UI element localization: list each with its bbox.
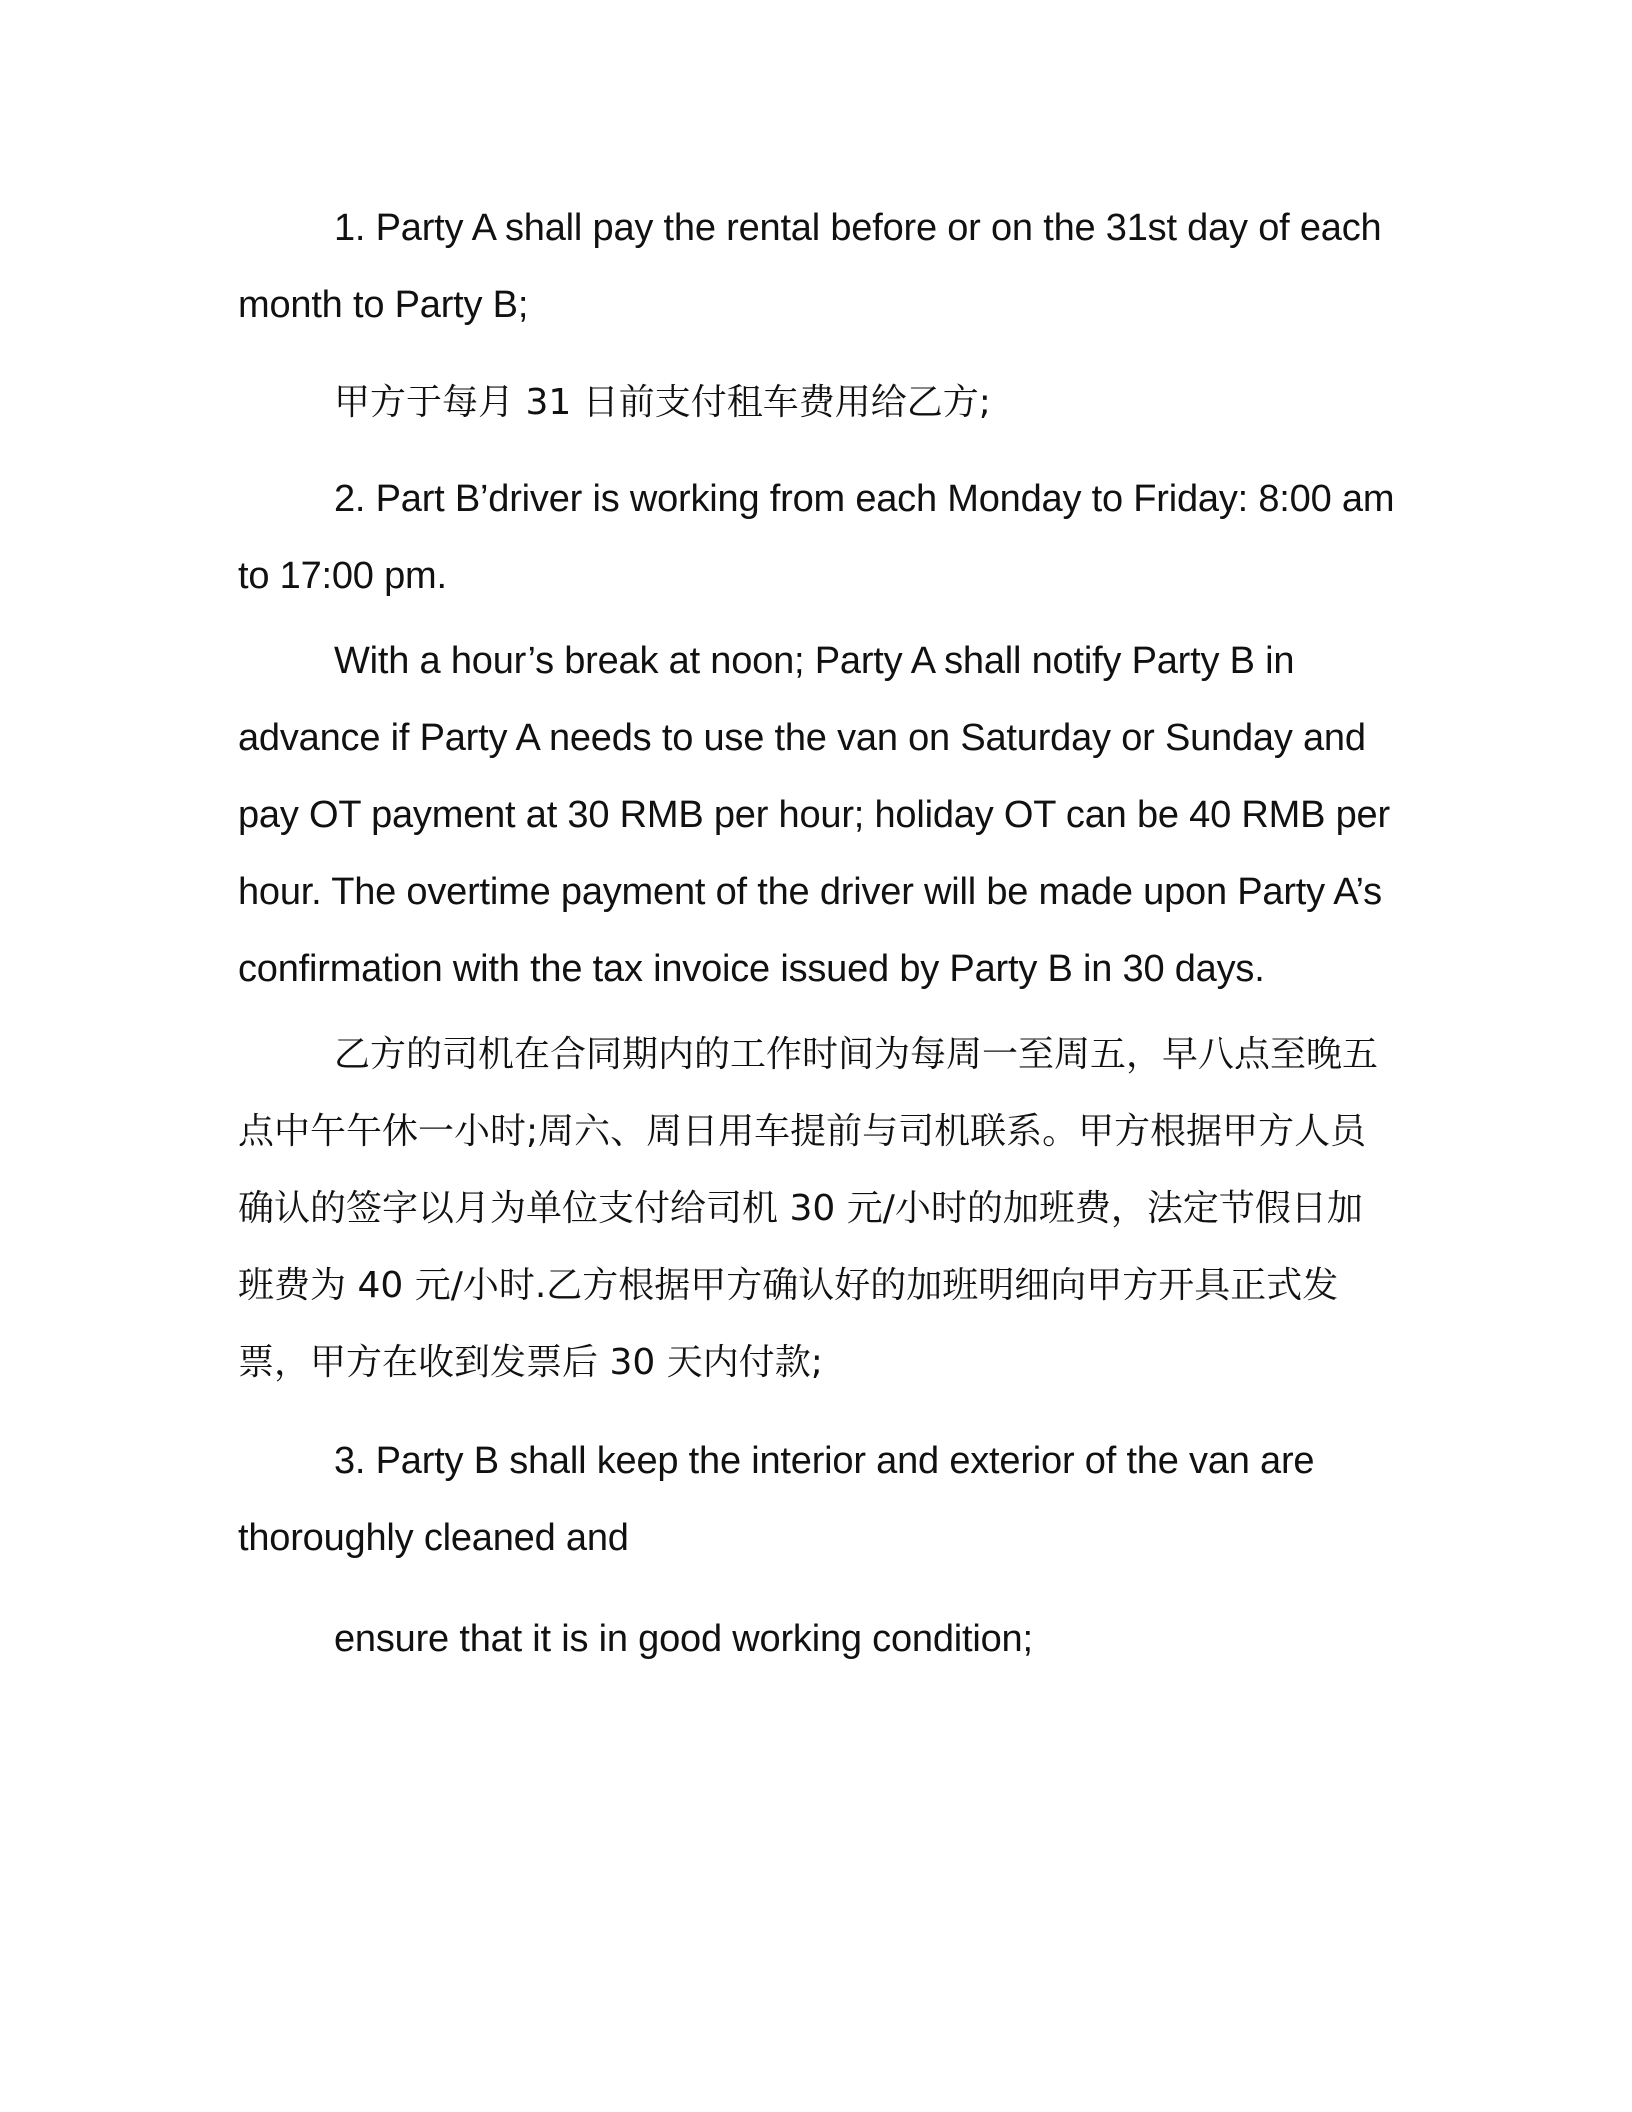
clause-2-chinese: 乙方的司机在合同期内的工作时间为每周一至周五，早八点至晚五点中午午休一小时;周六、周日用车提前与司机联系。甲方根据甲方人员确认的签字以月为单位支付给司机 30 元/小时的加班费，法定节假日加班费为 40 元/小时.乙方根据甲方确认好的加班明细向甲方开具正式发票，甲方在收到发票后 30 天内付款; (238, 1034, 1379, 1383)
clause-3-continuation: ensure that it is in good working condition; (334, 1618, 1033, 1660)
clause-2-overtime-english: With a hour’s break at noon; Party A shall notify Party B in advance if Party A needs to use the van on Saturday or Sunday and pay OT payment at 30 RMB per hour; holiday OT can be 40 RMB per hour. The overtime payment of the driver will be made upon Party A’s confirmation with the tax invoice issued by Party B in 30 days. (238, 640, 1390, 990)
clause-1-chinese: 甲方于每月 31 日前支付租车费用给乙方; (334, 382, 991, 423)
clause-3-english: 3. Party B shall keep the interior and exterior of the van are thoroughly cleaned and (238, 1440, 1315, 1559)
clause-1-english: 1. Party A shall pay the rental before or on the 31st day of each month to Party B; (238, 207, 1382, 326)
clause-2-english: 2. Part B’driver is working from each Monday to Friday: 8:00 am to 17:00 pm. (238, 478, 1395, 597)
document-body (238, 190, 1398, 1678)
